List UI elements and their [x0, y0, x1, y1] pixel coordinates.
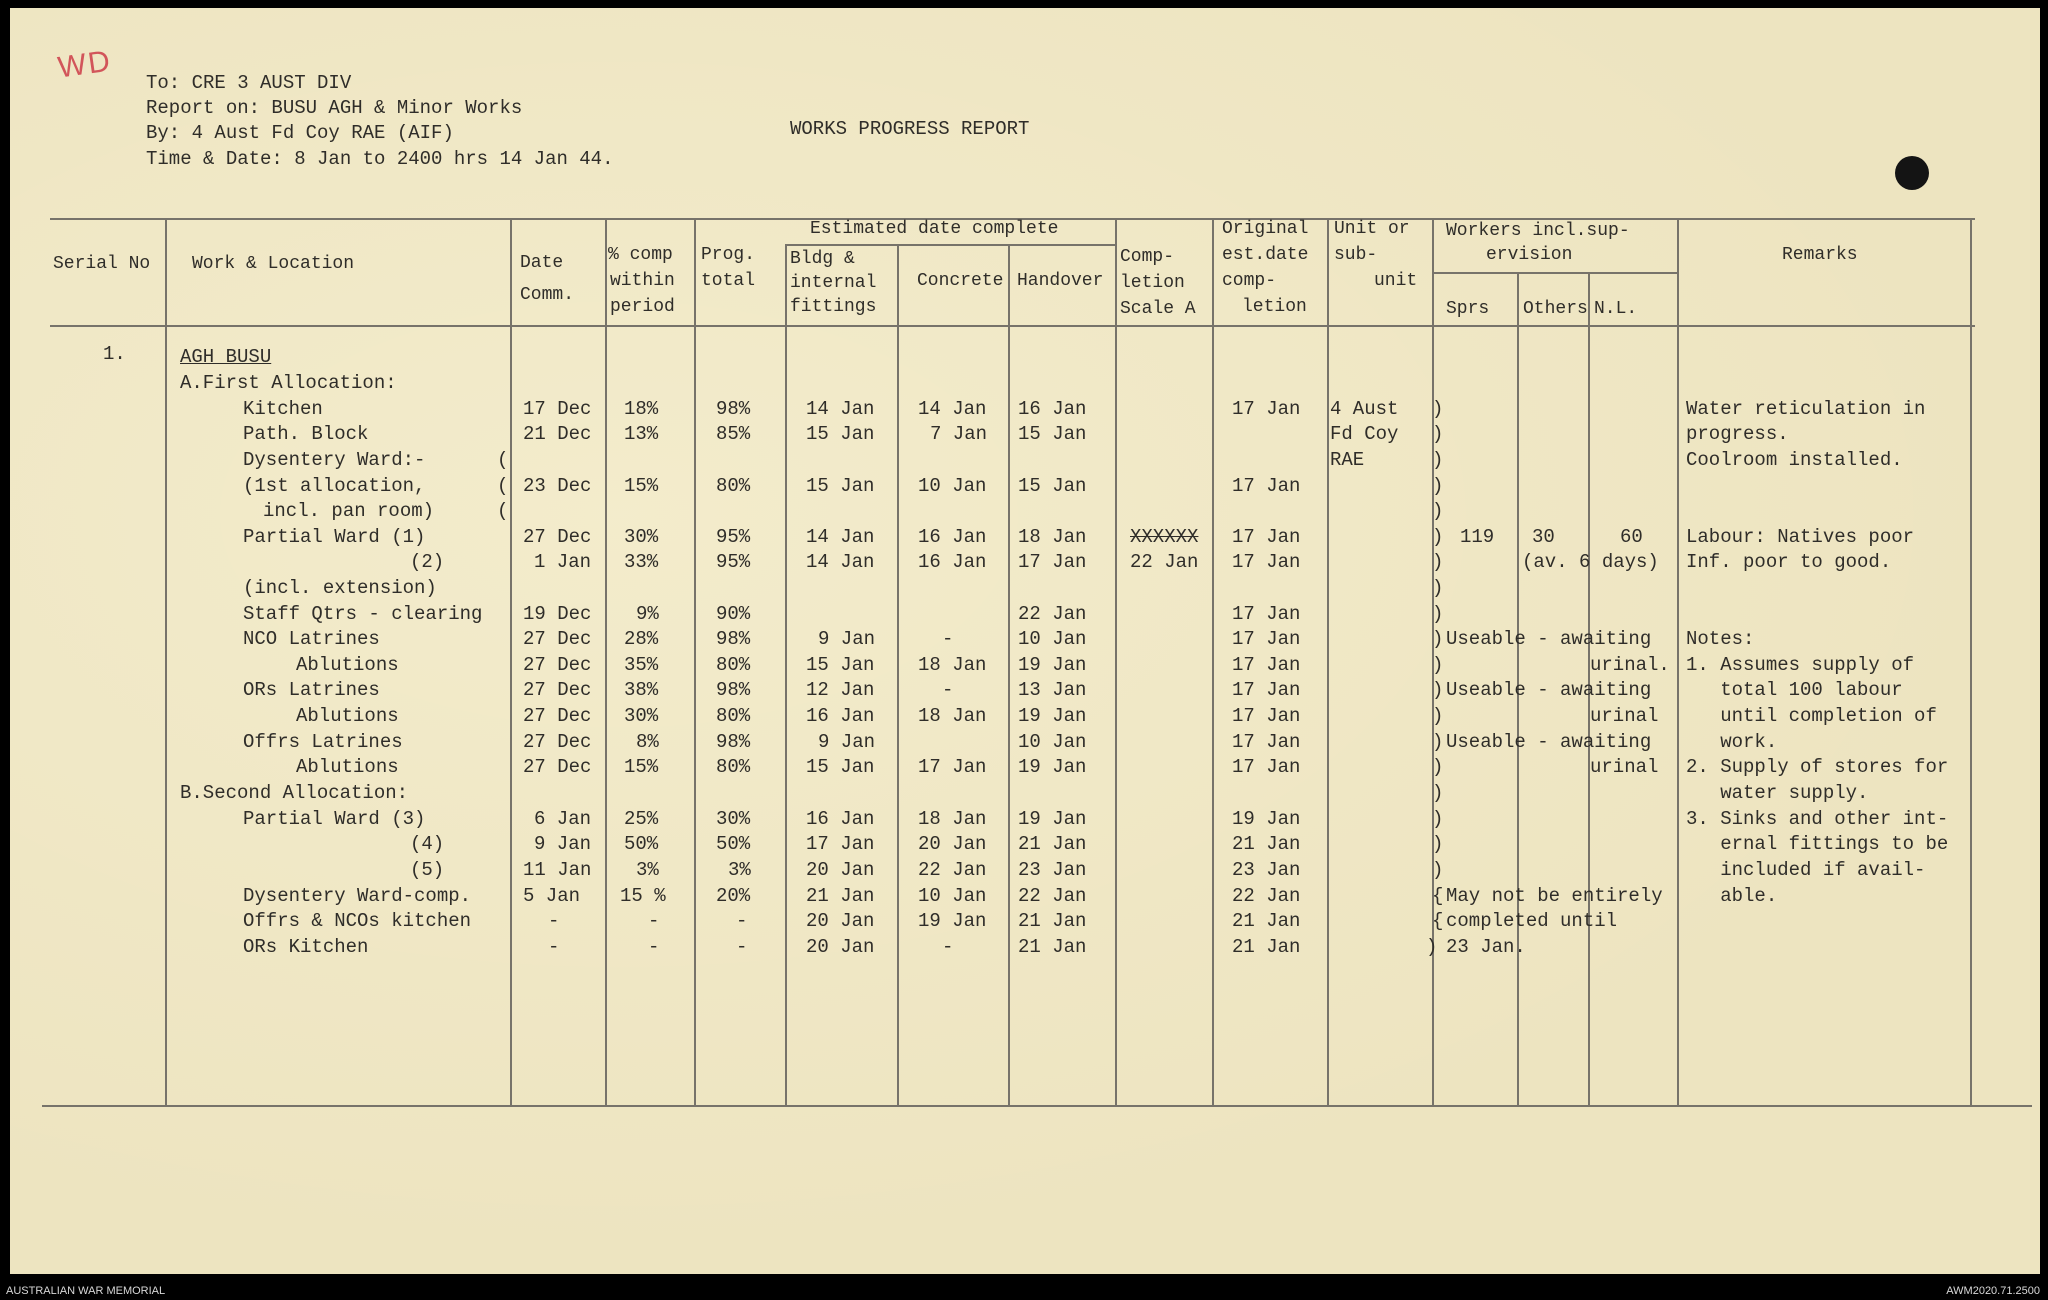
- concrete-date: -: [942, 936, 954, 958]
- bracket-mark: ): [1432, 654, 1444, 676]
- date-comm: 27 Dec: [523, 526, 592, 548]
- work-item: Dysentery Ward-comp.: [243, 885, 472, 907]
- date-comm: 6 Jan: [534, 808, 592, 830]
- col-header-work: Work & Location: [192, 254, 355, 274]
- prog-total: 98%: [716, 628, 751, 650]
- prog-total: -: [736, 936, 748, 958]
- pct-comp: 33%: [624, 551, 659, 573]
- workers-note: urinal.: [1590, 654, 1670, 676]
- handover-date: 21 Jan: [1018, 936, 1087, 958]
- completion-date: XXXXXX: [1130, 526, 1199, 548]
- bracket-mark: ): [1432, 577, 1444, 599]
- archive-footer: [0, 1282, 2048, 1300]
- col-header-handover: Handover: [1017, 271, 1104, 291]
- bracket-mark: ): [1432, 859, 1444, 881]
- bldg-date: 15 Jan: [806, 475, 875, 497]
- remark-line: progress.: [1686, 423, 1789, 445]
- handover-date: 19 Jan: [1018, 705, 1087, 727]
- concrete-date: 10 Jan: [918, 475, 987, 497]
- col-header-sprs: Sprs: [1446, 299, 1490, 319]
- col-header-date-comm: Comm.: [520, 285, 575, 305]
- col-header-bldg: fittings: [790, 297, 877, 317]
- handover-date: 22 Jan: [1018, 603, 1087, 625]
- prog-total: 3%: [728, 859, 751, 881]
- prog-total: 80%: [716, 756, 751, 778]
- remark-line: 1. Assumes supply of: [1686, 654, 1915, 676]
- project-title: AGH BUSU: [180, 346, 272, 368]
- handover-date: 19 Jan: [1018, 756, 1087, 778]
- bracket-mark: ): [1432, 423, 1444, 445]
- date-comm: 27 Dec: [523, 679, 592, 701]
- date-comm: 27 Dec: [523, 756, 592, 778]
- workers-average: (av. 6 days): [1522, 551, 1659, 573]
- date-comm: 5 Jan: [523, 885, 581, 907]
- col-header-unit: Unit or: [1334, 219, 1410, 239]
- handover-date: 15 Jan: [1018, 423, 1087, 445]
- original-date: 19 Jan: [1232, 808, 1301, 830]
- original-date: 21 Jan: [1232, 910, 1301, 932]
- remark-line: Labour: Natives poor: [1686, 526, 1915, 548]
- bldg-date: 9 Jan: [818, 731, 876, 753]
- work-item: Partial Ward (3): [243, 808, 426, 830]
- bracket-mark: ): [1432, 833, 1444, 855]
- col-header-pct: within: [610, 271, 675, 291]
- remark-line: 3. Sinks and other int-: [1686, 808, 1949, 830]
- original-date: 17 Jan: [1232, 654, 1301, 676]
- col-header-prog: total: [701, 271, 756, 291]
- workers-sprs: 119: [1460, 526, 1495, 548]
- pct-comp: 8%: [636, 731, 659, 753]
- original-date: 17 Jan: [1232, 679, 1301, 701]
- bldg-date: 17 Jan: [806, 833, 875, 855]
- remark-line: ernal fittings to be: [1686, 833, 1949, 855]
- handover-date: 16 Jan: [1018, 398, 1087, 420]
- col-header-bldg: internal: [790, 273, 877, 293]
- workers-group-rule: [1432, 272, 1677, 274]
- work-item: Staff Qtrs - clearing: [243, 603, 483, 625]
- work-item: Kitchen: [243, 398, 323, 420]
- handover-date: 17 Jan: [1018, 551, 1087, 573]
- handover-date: 23 Jan: [1018, 859, 1087, 881]
- concrete-date: 16 Jan: [918, 526, 987, 548]
- remark-line: until completion of: [1686, 705, 1937, 727]
- handover-date: 21 Jan: [1018, 910, 1087, 932]
- col-divider: [1115, 218, 1117, 1106]
- bldg-date: 15 Jan: [806, 423, 875, 445]
- bracket-mark: ): [1432, 705, 1444, 727]
- pct-comp: 35%: [624, 654, 659, 676]
- pct-comp: -: [648, 936, 660, 958]
- original-date: 21 Jan: [1232, 833, 1301, 855]
- handwritten-annotation: WD: [55, 44, 114, 85]
- workers-note: 23 Jan.: [1446, 936, 1526, 958]
- original-date: 17 Jan: [1232, 398, 1301, 420]
- table-bottom-rule: [42, 1105, 2032, 1107]
- concrete-date: 18 Jan: [918, 808, 987, 830]
- bracket-mark: ): [1432, 500, 1444, 522]
- date-comm: 23 Dec: [523, 475, 592, 497]
- date-comm: 17 Dec: [523, 398, 592, 420]
- handover-date: 19 Jan: [1018, 808, 1087, 830]
- col-header-original: est.date: [1222, 245, 1309, 265]
- bracket-mark: ): [1432, 628, 1444, 650]
- work-item: NCO Latrines: [243, 628, 380, 650]
- header-time-date: Time & Date: 8 Jan to 2400 hrs 14 Jan 44.: [146, 148, 614, 170]
- work-item: Ablutions: [296, 705, 399, 727]
- handover-date: 15 Jan: [1018, 475, 1087, 497]
- workers-note: Useable - awaiting: [1446, 628, 1652, 650]
- col-header-completion: Comp-: [1120, 247, 1175, 267]
- header-to: To: CRE 3 AUST DIV: [146, 72, 352, 94]
- bldg-date: 14 Jan: [806, 551, 875, 573]
- bldg-date: 15 Jan: [806, 654, 875, 676]
- original-date: 22 Jan: [1232, 885, 1301, 907]
- original-date: 17 Jan: [1232, 551, 1301, 573]
- remark-line: Inf. poor to good.: [1686, 551, 1892, 573]
- bracket-mark: ): [1432, 551, 1444, 573]
- pct-comp: 15%: [624, 756, 659, 778]
- completion-date: 22 Jan: [1130, 551, 1199, 573]
- concrete-date: 20 Jan: [918, 833, 987, 855]
- header-by: By: 4 Aust Fd Coy RAE (AIF): [146, 122, 454, 144]
- col-header-original: letion: [1242, 297, 1307, 317]
- pct-comp: -: [648, 910, 660, 932]
- work-item: ORs Latrines: [243, 679, 380, 701]
- original-date: 17 Jan: [1232, 526, 1301, 548]
- prog-total: -: [736, 910, 748, 932]
- date-comm: 27 Dec: [523, 628, 592, 650]
- section-heading: B.Second Allocation:: [180, 782, 409, 804]
- original-date: 17 Jan: [1232, 731, 1301, 753]
- bldg-date: 20 Jan: [806, 859, 875, 881]
- col-header-prog: Prog.: [701, 245, 756, 265]
- unit-name: Fd Coy: [1330, 423, 1399, 445]
- work-item: Offrs Latrines: [243, 731, 403, 753]
- prog-total: 90%: [716, 603, 751, 625]
- concrete-date: 18 Jan: [918, 705, 987, 727]
- col-header-completion: Scale A: [1120, 299, 1196, 319]
- concrete-date: -: [942, 679, 954, 701]
- col-divider: [165, 218, 167, 1106]
- remark-line: work.: [1686, 731, 1778, 753]
- prog-total: 30%: [716, 808, 751, 830]
- remark-line: total 100 labour: [1686, 679, 1903, 701]
- pct-comp: 38%: [624, 679, 659, 701]
- col-header-pct: period: [610, 297, 675, 317]
- work-item: (2): [410, 551, 445, 573]
- bldg-date: 21 Jan: [806, 885, 875, 907]
- workers-note: completed until: [1446, 910, 1618, 932]
- remark-line: Notes:: [1686, 628, 1755, 650]
- work-item: Offrs & NCOs kitchen: [243, 910, 472, 932]
- original-date: 17 Jan: [1232, 603, 1301, 625]
- date-comm: 21 Dec: [523, 423, 592, 445]
- prog-total: 20%: [716, 885, 751, 907]
- remark-line: Coolroom installed.: [1686, 449, 1903, 471]
- pct-comp: 25%: [624, 808, 659, 830]
- bracket-mark: ): [1432, 475, 1444, 497]
- col-header-bldg: Bldg &: [790, 249, 855, 269]
- bracket-mark: (: [497, 500, 509, 522]
- workers-others: 30: [1532, 526, 1555, 548]
- bracket-mark: ): [1432, 526, 1444, 548]
- concrete-date: 19 Jan: [918, 910, 987, 932]
- col-divider: [897, 244, 899, 1106]
- col-header-completion: letion: [1120, 273, 1185, 293]
- col-group-estimated: Estimated date complete: [810, 219, 1059, 239]
- col-header-original: comp-: [1222, 271, 1277, 291]
- col-header-unit: sub-: [1334, 245, 1378, 265]
- col-header-original: Original: [1222, 219, 1309, 239]
- date-comm: -: [548, 910, 560, 932]
- col-divider: [785, 244, 787, 1106]
- col-divider: [1008, 244, 1010, 1106]
- remark-line: water supply.: [1686, 782, 1869, 804]
- date-comm: 9 Jan: [534, 833, 592, 855]
- date-comm: 27 Dec: [523, 654, 592, 676]
- header-report-on: Report on: BUSU AGH & Minor Works: [146, 97, 523, 119]
- report-title: WORKS PROGRESS REPORT: [790, 118, 1030, 140]
- date-comm: 27 Dec: [523, 705, 592, 727]
- bldg-date: 14 Jan: [806, 398, 875, 420]
- work-item: (1st allocation,: [243, 475, 426, 497]
- original-date: 17 Jan: [1232, 705, 1301, 727]
- handover-date: 10 Jan: [1018, 731, 1087, 753]
- prog-total: 98%: [716, 398, 751, 420]
- handover-date: 18 Jan: [1018, 526, 1087, 548]
- unit-name: RAE: [1330, 449, 1365, 471]
- workers-note: Useable - awaiting: [1446, 679, 1652, 701]
- col-divider: [1212, 218, 1214, 1106]
- work-item: Path. Block: [243, 423, 369, 445]
- date-comm: 19 Dec: [523, 603, 592, 625]
- pct-comp: 3%: [636, 859, 659, 881]
- section-heading: A.First Allocation:: [180, 372, 397, 394]
- col-header-pct: % comp: [608, 245, 673, 265]
- work-item: Dysentery Ward:-: [243, 449, 426, 471]
- original-date: 21 Jan: [1232, 936, 1301, 958]
- pct-comp: 28%: [624, 628, 659, 650]
- estimated-group-rule: [785, 244, 1115, 246]
- concrete-date: -: [942, 628, 954, 650]
- pct-comp: 30%: [624, 705, 659, 727]
- pct-comp: 9%: [636, 603, 659, 625]
- concrete-date: 10 Jan: [918, 885, 987, 907]
- col-header-unit: unit: [1374, 271, 1418, 291]
- work-item: Ablutions: [296, 756, 399, 778]
- original-date: 17 Jan: [1232, 475, 1301, 497]
- pct-comp: 30%: [624, 526, 659, 548]
- date-comm: -: [548, 936, 560, 958]
- work-item: Ablutions: [296, 654, 399, 676]
- col-header-date-comm: Date: [520, 253, 564, 273]
- bldg-date: 16 Jan: [806, 808, 875, 830]
- prog-total: 98%: [716, 731, 751, 753]
- date-comm: 27 Dec: [523, 731, 592, 753]
- bldg-date: 14 Jan: [806, 526, 875, 548]
- concrete-date: 7 Jan: [930, 423, 988, 445]
- col-header-nl: N.L.: [1594, 299, 1638, 319]
- work-item: (5): [410, 859, 445, 881]
- footer-source: AUSTRALIAN WAR MEMORIAL: [6, 1285, 166, 1297]
- col-divider: [510, 218, 512, 1106]
- original-date: 23 Jan: [1232, 859, 1301, 881]
- remark-line: able.: [1686, 885, 1778, 907]
- original-date: 17 Jan: [1232, 756, 1301, 778]
- prog-total: 98%: [716, 679, 751, 701]
- prog-total: 80%: [716, 475, 751, 497]
- bldg-date: 20 Jan: [806, 910, 875, 932]
- bracket-mark: ): [1432, 782, 1444, 804]
- bracket-mark: ): [1432, 679, 1444, 701]
- col-divider: [1970, 218, 1972, 1106]
- bracket-mark: {: [1432, 910, 1444, 932]
- pct-comp: 18%: [624, 398, 659, 420]
- bracket-mark: ): [1432, 449, 1444, 471]
- concrete-date: 14 Jan: [918, 398, 987, 420]
- handover-date: 21 Jan: [1018, 833, 1087, 855]
- bracket-mark: ): [1432, 398, 1444, 420]
- workers-nl: 60: [1620, 526, 1643, 548]
- handover-date: 10 Jan: [1018, 628, 1087, 650]
- handover-date: 13 Jan: [1018, 679, 1087, 701]
- workers-note: urinal: [1590, 756, 1659, 778]
- bldg-date: 15 Jan: [806, 756, 875, 778]
- concrete-date: 22 Jan: [918, 859, 987, 881]
- col-divider: [1327, 218, 1329, 1106]
- work-item: (incl. extension): [243, 577, 437, 599]
- remark-line: included if avail-: [1686, 859, 1926, 881]
- concrete-date: 17 Jan: [918, 756, 987, 778]
- workers-note: Useable - awaiting: [1446, 731, 1652, 753]
- prog-total: 80%: [716, 654, 751, 676]
- prog-total: 85%: [716, 423, 751, 445]
- table-header-rule: [50, 325, 1975, 327]
- bldg-date: 12 Jan: [806, 679, 875, 701]
- bracket-mark: (: [497, 475, 509, 497]
- col-divider: [694, 218, 696, 1106]
- prog-total: 80%: [716, 705, 751, 727]
- serial-number: 1.: [103, 343, 126, 365]
- col-header-concrete: Concrete: [917, 271, 1004, 291]
- concrete-date: 18 Jan: [918, 654, 987, 676]
- col-divider: [605, 218, 607, 1106]
- bldg-date: 20 Jan: [806, 936, 875, 958]
- unit-name: 4 Aust: [1330, 398, 1399, 420]
- punch-hole: [1895, 156, 1929, 190]
- handover-date: 22 Jan: [1018, 885, 1087, 907]
- remark-line: 2. Supply of stores for: [1686, 756, 1949, 778]
- col-group-workers: Workers incl.sup-: [1446, 221, 1630, 241]
- pct-comp: 15 %: [620, 885, 666, 907]
- original-date: 17 Jan: [1232, 628, 1301, 650]
- handover-date: 19 Jan: [1018, 654, 1087, 676]
- work-item: (4): [410, 833, 445, 855]
- col-group-workers: ervision: [1486, 245, 1573, 265]
- pct-comp: 50%: [624, 833, 659, 855]
- bracket-mark: (: [497, 449, 509, 471]
- prog-total: 95%: [716, 551, 751, 573]
- pct-comp: 15%: [624, 475, 659, 497]
- prog-total: 50%: [716, 833, 751, 855]
- prog-total: 95%: [716, 526, 751, 548]
- col-divider: [1677, 218, 1679, 1106]
- work-item: ORs Kitchen: [243, 936, 369, 958]
- bracket-mark: ): [1426, 936, 1438, 958]
- remark-line: Water reticulation in: [1686, 398, 1926, 420]
- pct-comp: 13%: [624, 423, 659, 445]
- bracket-mark: ): [1432, 756, 1444, 778]
- concrete-date: 16 Jan: [918, 551, 987, 573]
- col-header-remarks: Remarks: [1782, 245, 1858, 265]
- workers-note: urinal: [1590, 705, 1659, 727]
- bldg-date: 9 Jan: [818, 628, 876, 650]
- bracket-mark: {: [1432, 885, 1444, 907]
- work-item: Partial Ward (1): [243, 526, 426, 548]
- bracket-mark: ): [1432, 731, 1444, 753]
- col-header-serial: Serial No: [53, 254, 151, 274]
- bracket-mark: ): [1432, 603, 1444, 625]
- date-comm: 1 Jan: [534, 551, 592, 573]
- footer-accession: AWM2020.71.2500: [1946, 1285, 2040, 1297]
- bracket-mark: ): [1432, 808, 1444, 830]
- bldg-date: 16 Jan: [806, 705, 875, 727]
- date-comm: 11 Jan: [523, 859, 592, 881]
- workers-note: May not be entirely: [1446, 885, 1663, 907]
- col-header-others: Others: [1523, 299, 1588, 319]
- work-item: incl. pan room): [263, 500, 435, 522]
